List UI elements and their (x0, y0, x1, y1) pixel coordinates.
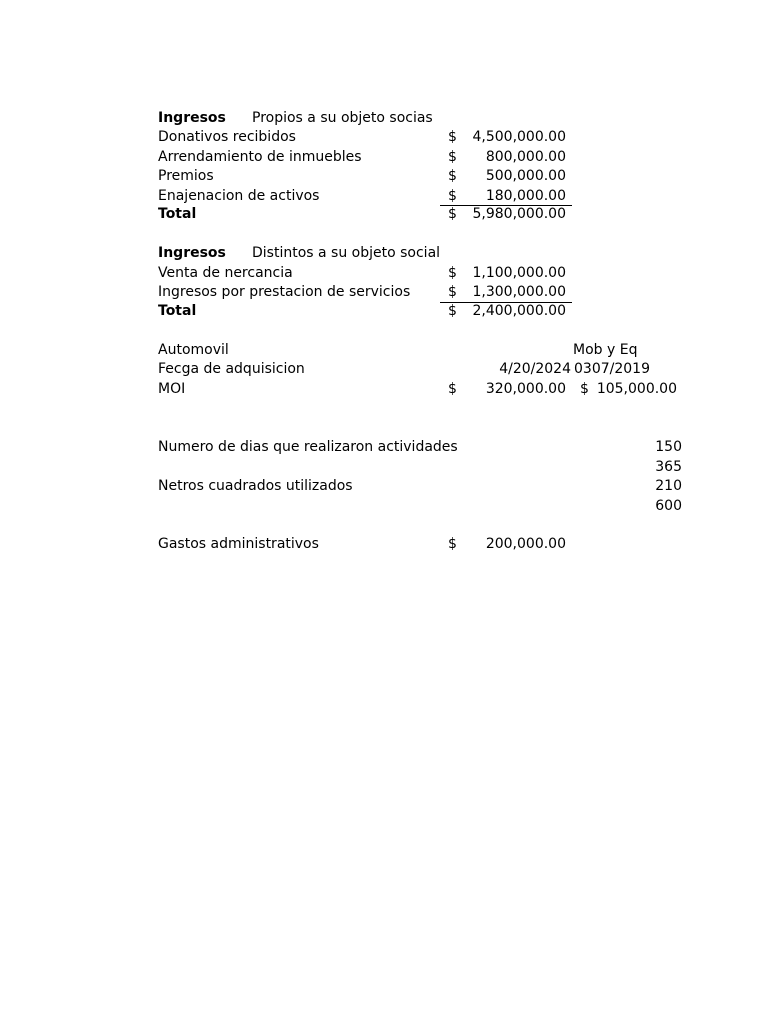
section2-row-currency: $ (448, 265, 457, 281)
section2-row-amount: 1,300,000.00 (472, 284, 566, 300)
moi-currency-col1: $ (448, 381, 457, 397)
section1-row-currency: $ (448, 149, 457, 165)
expenses-label: Gastos administrativos (158, 536, 319, 552)
section1-row-label: Enajenacion de activos (158, 188, 320, 204)
asset-col1-header: Automovil (158, 342, 229, 358)
asset-col2-header: Mob y Eq (573, 342, 638, 358)
section1-row-amount: 800,000.00 (485, 149, 566, 165)
section1-total-amount: 5,980,000.00 (472, 206, 566, 222)
moi-currency-col2: $ (580, 381, 589, 397)
moi-label: MOI (158, 381, 186, 397)
section2-subheading: Distintos a su objeto social (252, 245, 441, 261)
section1-row-label: Premios (158, 168, 214, 184)
moi-amount-col2: 105,000.00 (596, 381, 677, 397)
section1-row-amount: 180,000.00 (485, 188, 566, 204)
acquisition-date-col1: 4/20/2024 (499, 361, 571, 377)
days-label: Numero de dias que realizaron actividades (158, 439, 458, 455)
expenses-currency: $ (448, 536, 457, 552)
meters-label: Netros cuadrados utilizados (158, 478, 353, 494)
section1-total-label: Total (158, 206, 197, 222)
section1-row-currency: $ (448, 188, 457, 204)
section1-total-currency: $ (448, 206, 457, 222)
section1-row-label: Arrendamiento de inmuebles (158, 149, 362, 165)
section2-row-amount: 1,100,000.00 (472, 265, 566, 281)
section2-row-label: Ingresos por prestacion de servicios (158, 284, 411, 300)
meters-total: 600 (655, 498, 682, 514)
acquisition-date-label: Fecga de adquisicion (158, 361, 305, 377)
meters-value: 210 (655, 478, 682, 494)
section1-row-currency: $ (448, 129, 457, 145)
section2-row-label: Venta de nercancia (158, 265, 293, 281)
moi-amount-col1: 320,000.00 (485, 381, 566, 397)
section2-heading: Ingresos (158, 245, 226, 261)
section1-row-currency: $ (448, 168, 457, 184)
section2-total-label: Total (158, 303, 197, 319)
days-total: 365 (655, 459, 682, 475)
section1-row-amount: 4,500,000.00 (472, 129, 566, 145)
section2-row-currency: $ (448, 284, 457, 300)
acquisition-date-col2: 0307/2019 (574, 361, 650, 377)
section1-row-label: Donativos recibidos (158, 129, 296, 145)
section1-row-amount: 500,000.00 (485, 168, 566, 184)
expenses-amount: 200,000.00 (485, 536, 566, 552)
section1-subheading: Propios a su objeto socias (252, 110, 433, 126)
section2-total-currency: $ (448, 303, 457, 319)
days-value: 150 (655, 439, 682, 455)
section1-heading: Ingresos (158, 110, 226, 126)
section2-total-amount: 2,400,000.00 (472, 303, 566, 319)
